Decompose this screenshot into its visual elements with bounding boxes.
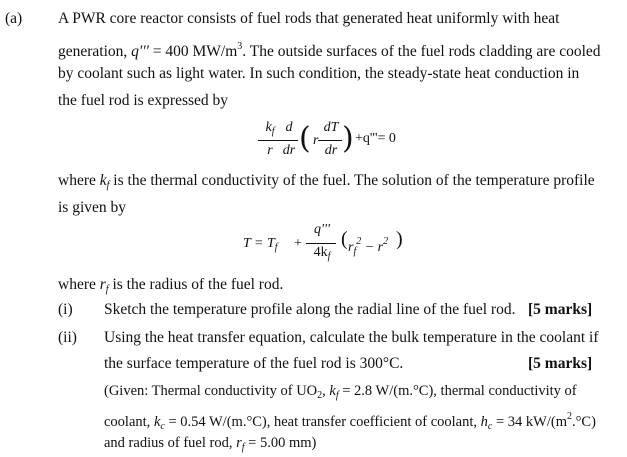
text-span: = 400 MW/m — [148, 43, 238, 60]
where-line-1 — [58, 172, 595, 195]
exponent: 2 — [566, 411, 572, 422]
text-span: is the radius of the fuel rod. — [108, 276, 284, 293]
fraction-bar — [258, 140, 280, 141]
subscript: f — [271, 126, 275, 137]
eq2-plus: + — [294, 236, 302, 251]
eq1-d-numerator: d — [285, 120, 293, 135]
text-span: , — [322, 383, 330, 399]
item-text: Using the heat transfer equation, calculate the bulk temperature in the coolant if — [104, 329, 599, 346]
where-line-2: is given by — [58, 199, 127, 216]
item-text: Sketch the temperature profile along the radial line of the fuel rod. — [104, 301, 516, 318]
text-span: where — [58, 276, 100, 293]
eq2-rhs — [348, 236, 388, 257]
text-span: (Given: Thermal conductivity of UO — [104, 383, 318, 399]
subscript: 2 — [317, 390, 323, 401]
text-span: coolant, — [104, 414, 154, 430]
kf-symbol: k — [329, 383, 336, 399]
rf-symbol: r — [99, 276, 106, 293]
text-span: T = T — [243, 236, 275, 251]
fraction-bar — [318, 140, 342, 141]
heat-generation-symbol: q''' — [131, 43, 149, 60]
eq1-r-inner: r — [313, 133, 319, 148]
given-line-1 — [104, 382, 577, 405]
radius-definition — [58, 276, 283, 299]
marks-badge: [5 marks] — [528, 355, 593, 372]
fraction-bar — [306, 243, 336, 244]
text-span: is the thermal conductivity of the fuel. The solution of the temperature profile — [109, 172, 595, 189]
text-span: = 2.8 W/(m.°C), thermal conductivity of — [338, 383, 577, 399]
text-span: generation, — [58, 43, 132, 60]
exponent: 2 — [383, 236, 389, 247]
text-span: .°C) — [571, 414, 596, 430]
hc-symbol: h — [480, 414, 488, 430]
eq2-open-paren: ( — [341, 228, 348, 250]
text-span: and radius of fuel rod, — [104, 435, 237, 451]
subscript: f — [327, 251, 331, 262]
text-span: = 0.54 W/(m.°C), heat transfer coefficient of coolant, — [164, 414, 481, 430]
subscript: f — [274, 242, 278, 253]
item-number: (ii) — [58, 329, 77, 346]
item-text-2: the surface temperature of the fuel rod is 300°C. — [104, 355, 404, 372]
item-number: (i) — [58, 301, 73, 318]
left-paren: ( — [299, 121, 311, 156]
eq2-lhs — [243, 236, 278, 253]
subscript: c — [160, 421, 165, 432]
eq1-dT-numerator: dT — [323, 120, 339, 135]
eq2-close-paren: ) — [396, 228, 403, 250]
eq2-numerator: q''' — [314, 222, 330, 237]
subscript: f — [353, 246, 357, 257]
text-span: − r — [361, 240, 384, 255]
rf-symbol: r — [236, 435, 242, 451]
fraction-bar — [280, 140, 298, 141]
kf-symbol: k — [99, 172, 107, 189]
text-span: k — [265, 120, 272, 135]
eq1-tail — [355, 131, 396, 147]
text-span: +q'''= 0 — [355, 131, 396, 146]
text-span: r — [267, 143, 273, 158]
exponent: 3 — [237, 41, 243, 52]
given-line-3 — [104, 434, 316, 457]
subscript: f — [105, 284, 109, 295]
right-paren: ) — [342, 121, 354, 156]
text-span: = 34 kW/(m — [492, 414, 567, 430]
text-span: . The outside surfaces of the fuel rods cladding are cooled — [242, 43, 601, 60]
intro-line-2 — [58, 38, 601, 61]
subscript: f — [106, 180, 110, 191]
given-line-2 — [104, 408, 596, 436]
subscript: f — [241, 442, 245, 453]
exponent: 2 — [356, 236, 362, 247]
text-span: r — [348, 240, 354, 255]
text-span: where — [58, 172, 100, 189]
eq1-dr2-denominator: dr — [324, 143, 338, 158]
intro-line-4: the fuel rod is expressed by — [58, 92, 229, 109]
intro-line-1: A PWR core reactor consists of fuel rods that generated heat uniformly with heat — [58, 10, 560, 27]
eq2-denominator — [305, 245, 339, 262]
kc-symbol: k — [153, 414, 161, 430]
marks-badge: [5 marks] — [528, 301, 593, 318]
subscript: f — [335, 390, 339, 401]
subscript: c — [487, 421, 493, 432]
question-label: (a) — [5, 10, 23, 27]
eq1-dr-denominator: dr — [282, 143, 296, 158]
text-span: = 5.00 mm) — [244, 435, 317, 451]
intro-line-3: by coolant such as light water. In such condition, the steady-state heat conduction in — [58, 65, 580, 82]
text-span: 4k — [313, 245, 328, 260]
